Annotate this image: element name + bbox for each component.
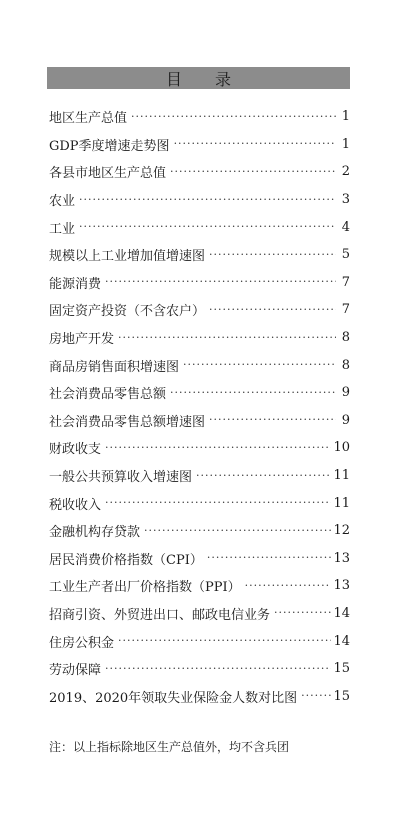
dot-leader	[183, 358, 336, 372]
toc-entry[interactable]	[49, 269, 350, 297]
toc-entry[interactable]	[49, 517, 350, 545]
toc-entry[interactable]	[49, 351, 350, 379]
toc-entry[interactable]	[49, 186, 350, 214]
toc-entry-page: 14	[333, 605, 350, 621]
toc-entry-title: 居民消费价格指数（CPI）	[49, 549, 205, 568]
toc-entry-title: 住房公积金	[49, 632, 116, 651]
toc-entry-page: 1	[341, 109, 350, 125]
toc-entry-page: 10	[333, 440, 350, 456]
toc-entry-title: 金融机构存贷款	[49, 521, 142, 540]
dot-leader	[274, 606, 331, 620]
toc-entry-title: 各县市地区生产总值	[49, 162, 168, 181]
toc-entry-title: 固定资产投资（不含农户）	[49, 300, 207, 319]
toc-entry-title: 招商引资、外贸进出口、邮政电信业务	[49, 604, 272, 623]
toc-entry[interactable]	[49, 682, 350, 710]
toc-list	[49, 103, 350, 710]
toc-entry-title: 工业生产者出厂价格指数（PPI）	[49, 576, 243, 595]
dot-leader	[105, 496, 331, 510]
toc-entry-page: 14	[333, 633, 350, 649]
toc-entry[interactable]	[49, 572, 350, 600]
toc-entry-title: 商品房销售面积增速图	[49, 356, 181, 375]
toc-entry[interactable]	[49, 213, 350, 241]
toc-entry-page: 11	[333, 495, 350, 511]
toc-entry-page: 15	[333, 688, 350, 704]
toc-entry-title: 工业	[49, 218, 77, 237]
toc-entry[interactable]	[49, 296, 350, 324]
footnote: 注：以上指标除地区生产总值外，均不含兵团	[49, 740, 290, 754]
dot-leader	[209, 248, 336, 262]
dot-leader	[118, 331, 336, 345]
dot-leader	[105, 662, 331, 676]
dot-leader	[196, 469, 331, 483]
toc-entry-title: 财政收支	[49, 438, 103, 457]
toc-entry[interactable]	[49, 131, 350, 159]
dot-leader	[174, 137, 336, 151]
toc-entry-page: 4	[341, 219, 350, 235]
toc-entry[interactable]	[49, 655, 350, 683]
toc-entry[interactable]	[49, 158, 350, 186]
dot-leader	[245, 579, 332, 593]
dot-leader	[131, 110, 336, 124]
toc-entry-title: 一般公共预算收入增速图	[49, 466, 194, 485]
toc-entry-title: 社会消费品零售总额	[49, 383, 168, 402]
toc-entry-page: 7	[341, 302, 350, 318]
toc-title: 目 录	[165, 69, 246, 89]
dot-leader	[207, 551, 332, 565]
dot-leader	[170, 165, 336, 179]
toc-entry-title: 能源消费	[49, 273, 103, 292]
toc-entry-title: 2019、2020年领取失业保险金人数对比图	[49, 687, 299, 706]
dot-leader	[105, 441, 331, 455]
toc-entry-title: 税收收入	[49, 494, 103, 513]
toc-entry-page: 8	[341, 357, 350, 373]
toc-entry[interactable]	[49, 241, 350, 269]
toc-entry-page: 1	[341, 136, 350, 152]
dot-leader	[170, 386, 336, 400]
toc-entry-title: 社会消费品零售总额增速图	[49, 411, 207, 430]
toc-entry-title: 地区生产总值	[49, 107, 129, 126]
toc-entry[interactable]	[49, 434, 350, 462]
dot-leader	[209, 413, 336, 427]
toc-entry-title: 农业	[49, 190, 77, 209]
toc-entry-title: 规模以上工业增加值增速图	[49, 245, 207, 264]
toc-entry[interactable]	[49, 545, 350, 573]
dot-leader	[79, 220, 336, 234]
toc-entry[interactable]	[49, 379, 350, 407]
toc-entry-title: 劳动保障	[49, 659, 103, 678]
toc-entry[interactable]	[49, 627, 350, 655]
toc-entry-page: 13	[333, 550, 350, 566]
dot-leader	[79, 193, 336, 207]
toc-entry-title: 房地产开发	[49, 328, 116, 347]
dot-leader	[105, 275, 336, 289]
dot-leader	[144, 524, 331, 538]
toc-entry[interactable]	[49, 324, 350, 352]
toc-entry-page: 9	[341, 385, 350, 401]
toc-entry-page: 15	[333, 661, 350, 677]
toc-entry-page: 5	[341, 247, 350, 263]
toc-entry-page: 8	[341, 330, 350, 346]
toc-header-bar	[47, 67, 350, 89]
toc-entry[interactable]	[49, 462, 350, 490]
toc-entry-page: 12	[333, 523, 350, 539]
toc-entry-page: 7	[341, 274, 350, 290]
toc-entry-page: 9	[341, 412, 350, 428]
dot-leader	[301, 689, 331, 703]
toc-entry-page: 2	[341, 164, 350, 180]
toc-entry-page: 11	[333, 468, 350, 484]
toc-entry[interactable]	[49, 489, 350, 517]
toc-entry-page: 13	[333, 578, 350, 594]
dot-leader	[209, 303, 336, 317]
toc-entry[interactable]	[49, 407, 350, 435]
toc-entry[interactable]	[49, 600, 350, 628]
toc-entry[interactable]	[49, 103, 350, 131]
dot-leader	[118, 634, 331, 648]
toc-entry-page: 3	[341, 192, 350, 208]
toc-entry-title: GDP季度增速走势图	[49, 135, 172, 154]
